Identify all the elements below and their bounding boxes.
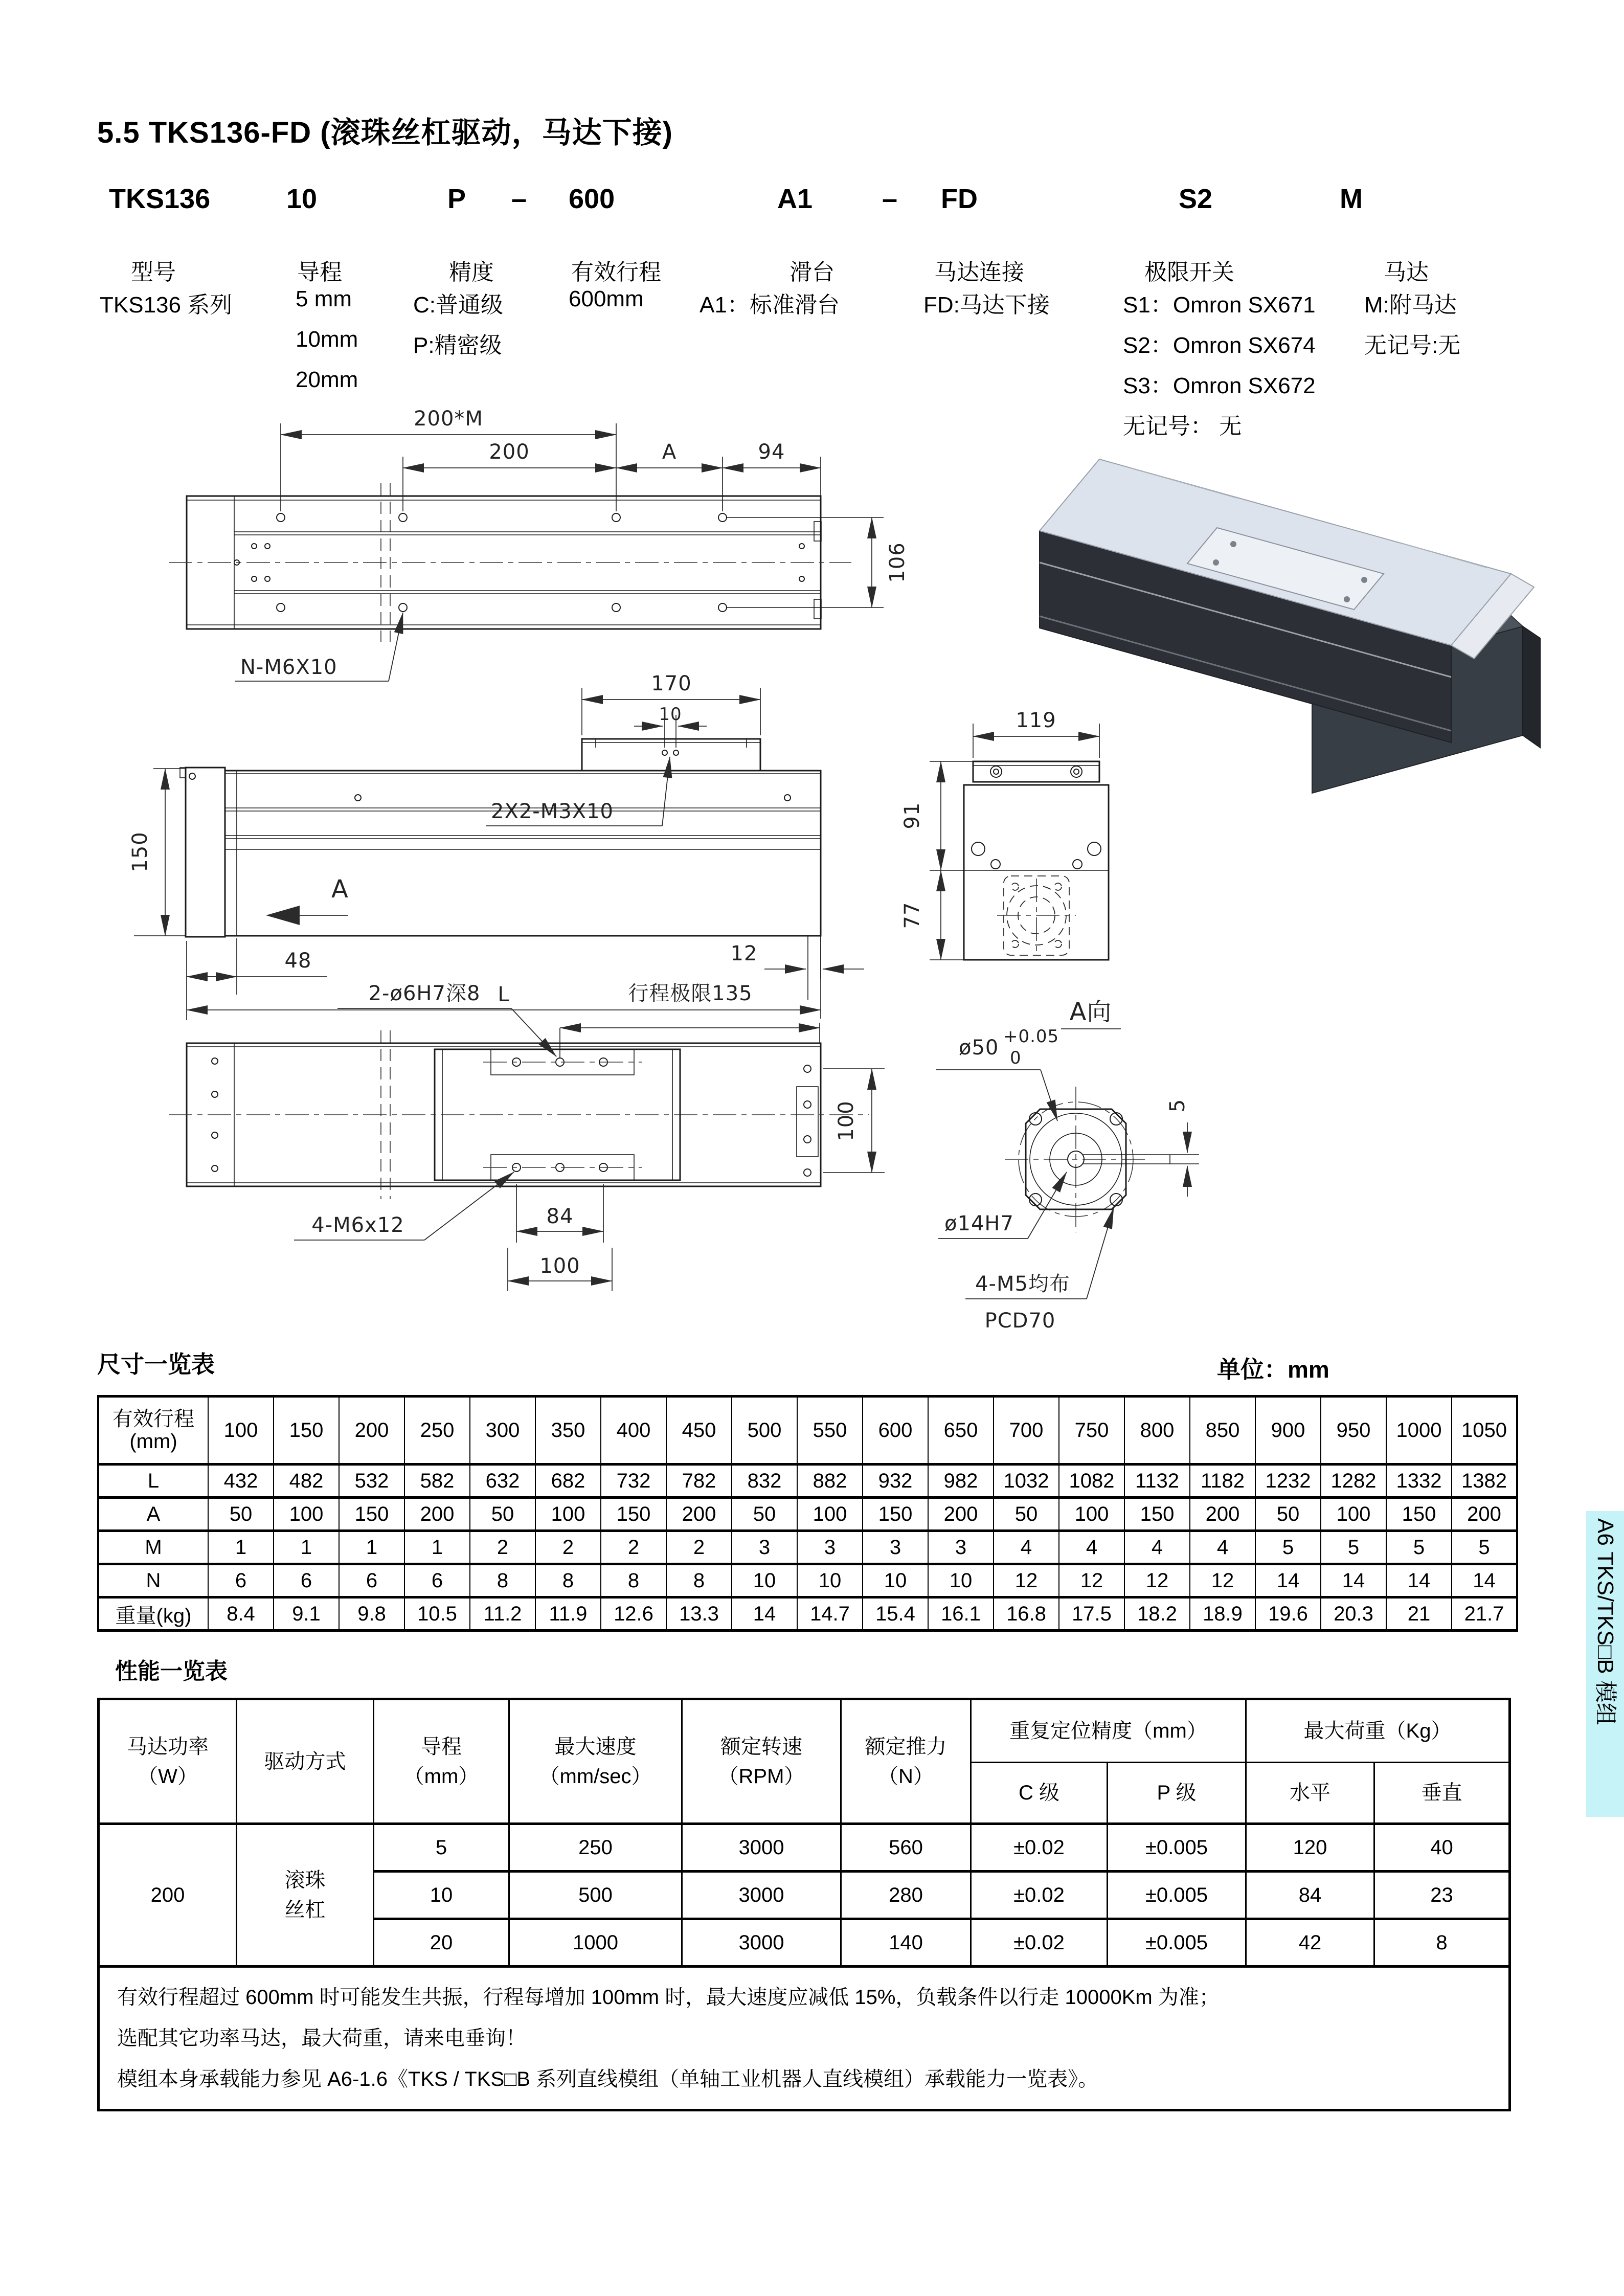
dim-value: 14 xyxy=(1452,1564,1517,1597)
corner-line: (mm) xyxy=(129,1430,177,1453)
cell-motor-power: 200 xyxy=(99,1824,237,1967)
dim-value: 18.2 xyxy=(1124,1597,1190,1631)
dim-value: 14 xyxy=(1321,1564,1386,1597)
header-line: 最大荷重（Kg） xyxy=(1303,1720,1452,1742)
model-code-option: 无记号:无 xyxy=(1364,333,1461,358)
dim-value: 8 xyxy=(666,1564,732,1597)
model-code-option: FD:马达下接 xyxy=(923,292,1050,318)
dim-value: 100 xyxy=(1321,1498,1386,1531)
dim-value: 50 xyxy=(1255,1498,1321,1531)
dim-value: 882 xyxy=(797,1465,863,1498)
perf-value: 42 xyxy=(1246,1919,1374,1967)
dim-150: 150 xyxy=(128,831,152,872)
model-code-column-label-3: 有效行程 xyxy=(571,260,661,285)
perf-value: 560 xyxy=(841,1824,971,1872)
dimension-table-grid xyxy=(97,1395,1518,1632)
dim-value: 12 xyxy=(1059,1564,1124,1597)
dim-o14h7: ø14H7 xyxy=(944,1212,1014,1235)
dim-value: 15.4 xyxy=(863,1597,928,1631)
dim-value: 10 xyxy=(928,1564,994,1597)
dim-value: 1032 xyxy=(994,1465,1059,1498)
dim-value: 100 xyxy=(274,1498,339,1531)
drawing-front-view xyxy=(128,672,864,1020)
model-code-column-label-4: 滑台 xyxy=(790,260,834,285)
model-code-option: 无记号： 无 xyxy=(1123,414,1242,439)
note-line-0: 有效行程超过 600mm 时可能发生共振，行程每增加 100mm 时，最大速度应减低 15%，负载条件以行走 10000Km 为准； xyxy=(117,1986,1220,2009)
dim-value: 5 xyxy=(1321,1531,1386,1564)
drawing-end-view xyxy=(900,709,1109,960)
dim-value: 10 xyxy=(732,1564,797,1597)
dim-value: 1282 xyxy=(1321,1465,1386,1498)
dim-value: 5 xyxy=(1452,1531,1517,1564)
dim-stroke-limit: 行程极限135 xyxy=(628,982,753,1005)
dim-value: 982 xyxy=(928,1465,994,1498)
dim-value: 50 xyxy=(470,1498,535,1531)
drawing-a-view xyxy=(936,998,1199,1333)
dim-value: 200 xyxy=(1190,1498,1255,1531)
stroke-header: 950 xyxy=(1321,1397,1386,1465)
dim-12: 12 xyxy=(730,942,758,965)
dim-value: 5 xyxy=(1386,1531,1452,1564)
dim-value: 432 xyxy=(208,1465,274,1498)
side-tab: A6 TKS/TKS□B 模组 xyxy=(1586,1511,1624,1817)
dim-value: 782 xyxy=(666,1465,732,1498)
perf-header-row-1 xyxy=(99,1699,1510,1763)
dim-value: 200 xyxy=(928,1498,994,1531)
dim-value: 8.4 xyxy=(208,1597,274,1631)
dim-table-row xyxy=(98,1498,1517,1531)
dim-value: 1382 xyxy=(1452,1465,1517,1498)
dim-value: 18.9 xyxy=(1190,1597,1255,1631)
stroke-header: 700 xyxy=(994,1397,1059,1465)
model-code-option: S3：Omron SX672 xyxy=(1123,373,1316,398)
dim-value: 100 xyxy=(1059,1498,1124,1531)
header-vertical xyxy=(1374,1763,1510,1824)
dim-value: 6 xyxy=(339,1564,404,1597)
perf-value: 3000 xyxy=(682,1872,841,1919)
dim-value: 10 xyxy=(797,1564,863,1597)
dim-value: 150 xyxy=(863,1498,928,1531)
stroke-header: 250 xyxy=(404,1397,470,1465)
header-line: 水平 xyxy=(1290,1782,1330,1804)
perf-value: ±0.005 xyxy=(1108,1824,1246,1872)
perf-notes-cell xyxy=(99,1967,1510,2110)
model-code-column-label-5: 马达连接 xyxy=(934,260,1024,285)
header-rated-rpm xyxy=(682,1699,841,1824)
dim-94: 94 xyxy=(758,440,785,464)
dim-value: 1332 xyxy=(1386,1465,1452,1498)
row-label: N xyxy=(98,1564,208,1597)
dim-value: 16.8 xyxy=(994,1597,1059,1631)
dim-5: 5 xyxy=(1166,1098,1189,1113)
model-code-part-9: M xyxy=(1340,184,1363,214)
dim-200m: 200*M xyxy=(414,407,483,431)
header-line: P 级 xyxy=(1157,1782,1197,1804)
header-line: （mm/sec） xyxy=(539,1765,652,1788)
dim-value: 4 xyxy=(1190,1531,1255,1564)
model-code-option: TKS136 系列 xyxy=(100,292,233,318)
stroke-header: 650 xyxy=(928,1397,994,1465)
dim-100-right: 100 xyxy=(834,1100,858,1141)
dim-value: 4 xyxy=(1124,1531,1190,1564)
dim-value: 1232 xyxy=(1255,1465,1321,1498)
dim-value: 1182 xyxy=(1190,1465,1255,1498)
dim-value: 14 xyxy=(1255,1564,1321,1597)
header-line: 重复定位精度（mm） xyxy=(1009,1720,1207,1742)
dim-value: 1082 xyxy=(1059,1465,1124,1498)
model-code-column-label-6: 极限开关 xyxy=(1144,260,1234,285)
stroke-header: 600 xyxy=(863,1397,928,1465)
dim-100-bottom: 100 xyxy=(539,1254,580,1278)
dim-value: 150 xyxy=(601,1498,666,1531)
corner-line: 有效行程 xyxy=(112,1408,194,1430)
header-line: 额定转速 xyxy=(720,1735,802,1758)
dim-A: A xyxy=(662,440,677,464)
model-code-part-4: 600 xyxy=(569,184,615,214)
dim-value: 12 xyxy=(1190,1564,1255,1597)
header-max-speed xyxy=(509,1699,682,1824)
perf-value: 1000 xyxy=(509,1919,682,1967)
perf-value: 40 xyxy=(1374,1824,1510,1872)
dim-value: 532 xyxy=(339,1465,404,1498)
dim-table-row xyxy=(98,1564,1517,1597)
dim-value: 5 xyxy=(1255,1531,1321,1564)
header-p-class xyxy=(1108,1763,1246,1824)
model-code-part-0: TKS136 xyxy=(109,184,211,214)
row-label: 重量(kg) xyxy=(98,1597,208,1631)
dim-value: 682 xyxy=(535,1465,601,1498)
model-code-option: S2：Omron SX674 xyxy=(1123,333,1316,358)
model-code-part-6: – xyxy=(882,184,898,214)
dim-value: 50 xyxy=(732,1498,797,1531)
header-drive-type xyxy=(237,1699,374,1824)
technical-drawings xyxy=(0,389,1624,1360)
perf-value: ±0.02 xyxy=(971,1872,1108,1919)
dim-value: 2 xyxy=(470,1531,535,1564)
dim-91: 91 xyxy=(900,802,924,829)
stroke-header: 1050 xyxy=(1452,1397,1517,1465)
perf-body-row-0 xyxy=(99,1824,1510,1872)
header-rated-thrust xyxy=(841,1699,971,1824)
model-code-option: 10mm xyxy=(296,327,358,352)
dim-table-unit: 单位：mm xyxy=(1217,1356,1329,1383)
drawing-bottom-view xyxy=(169,982,885,1291)
dim-value: 19.6 xyxy=(1255,1597,1321,1631)
view-direction-a: A xyxy=(331,875,349,904)
model-code-option: C:普通级 xyxy=(413,292,503,318)
dim-value: 3 xyxy=(928,1531,994,1564)
dim-value: 16.1 xyxy=(928,1597,994,1631)
model-code-option: 20mm xyxy=(296,367,358,392)
dim-value: 9.8 xyxy=(339,1597,404,1631)
model-code-part-8: S2 xyxy=(1179,184,1213,214)
stroke-header: 550 xyxy=(797,1397,863,1465)
dim-table-header-row xyxy=(98,1397,1517,1465)
dim-value: 21 xyxy=(1386,1597,1452,1631)
note-line-2: 模组本身承载能力参见 A6-1.6《TKS / TKS□B 系列直线模组（单轴工业机器人直线模组）承载能力一览表》。 xyxy=(117,2068,1099,2090)
drive-type-line: 滚珠 xyxy=(284,1869,326,1892)
stroke-header: 300 xyxy=(470,1397,535,1465)
header-line: 驱动方式 xyxy=(264,1750,346,1773)
perf-value: 280 xyxy=(841,1872,971,1919)
a-view-title: A向 xyxy=(1069,998,1112,1026)
dim-106: 106 xyxy=(886,542,909,583)
header-repeatability xyxy=(971,1699,1246,1763)
dim-value: 200 xyxy=(1452,1498,1517,1531)
dim-value: 200 xyxy=(404,1498,470,1531)
perf-value: 120 xyxy=(1246,1824,1374,1872)
model-code-part-1: 10 xyxy=(286,184,318,214)
dim-value: 12.6 xyxy=(601,1597,666,1631)
row-label: M xyxy=(98,1531,208,1564)
stroke-header: 500 xyxy=(732,1397,797,1465)
dim-value: 2 xyxy=(535,1531,601,1564)
drive-type-line: 丝杠 xyxy=(284,1899,326,1921)
dim-value: 150 xyxy=(1386,1498,1452,1531)
dim-value: 50 xyxy=(208,1498,274,1531)
dim-200: 200 xyxy=(489,440,530,464)
model-code-option: 600mm xyxy=(569,286,644,311)
dim-table-corner xyxy=(98,1397,208,1465)
dim-170: 170 xyxy=(651,672,692,695)
perf-value: 23 xyxy=(1374,1872,1510,1919)
dim-value: 632 xyxy=(470,1465,535,1498)
model-code-column-label-0: 型号 xyxy=(131,260,176,285)
dim-77: 77 xyxy=(900,902,924,929)
model-code-part-7: FD xyxy=(941,184,978,214)
dim-value: 1 xyxy=(208,1531,274,1564)
dim-table-row xyxy=(98,1465,1517,1498)
dim-value: 21.7 xyxy=(1452,1597,1517,1631)
model-code-part-3: – xyxy=(511,184,527,214)
dim-value: 14.7 xyxy=(797,1597,863,1631)
dim-value: 3 xyxy=(732,1531,797,1564)
dim-value: 2 xyxy=(666,1531,732,1564)
header-motor-power xyxy=(99,1699,237,1824)
product-3d-render xyxy=(0,459,1540,793)
dimension-table xyxy=(97,1395,1518,1632)
dim-value: 13.3 xyxy=(666,1597,732,1631)
header-line: （W） xyxy=(138,1765,198,1788)
stroke-header: 150 xyxy=(274,1397,339,1465)
perf-value: ±0.005 xyxy=(1108,1919,1246,1967)
dim-value: 14 xyxy=(732,1597,797,1631)
perf-value: ±0.02 xyxy=(971,1824,1108,1872)
row-label: L xyxy=(98,1465,208,1498)
dim-value: 6 xyxy=(404,1564,470,1597)
perf-value: 84 xyxy=(1246,1872,1374,1919)
header-max-load xyxy=(1246,1699,1510,1763)
perf-value: 500 xyxy=(509,1872,682,1919)
dim-value: 2 xyxy=(601,1531,666,1564)
header-lead xyxy=(374,1699,509,1824)
stroke-header: 350 xyxy=(535,1397,601,1465)
page-title: 5.5 TKS136-FD (滚珠丝杠驱动，马达下接) xyxy=(97,116,673,149)
perf-value: 250 xyxy=(509,1824,682,1872)
dim-value: 8 xyxy=(535,1564,601,1597)
perf-value: 3000 xyxy=(682,1919,841,1967)
perf-value: ±0.005 xyxy=(1108,1872,1246,1919)
model-code-option: S1：Omron SX671 xyxy=(1123,292,1316,318)
model-code-option: 5 mm xyxy=(296,286,352,311)
stroke-header: 900 xyxy=(1255,1397,1321,1465)
dim-value: 150 xyxy=(339,1498,404,1531)
header-line: 导程 xyxy=(421,1735,462,1758)
dim-value: 12 xyxy=(994,1564,1059,1597)
dim-value: 932 xyxy=(863,1465,928,1498)
stroke-header: 800 xyxy=(1124,1397,1190,1465)
header-line: 额定推力 xyxy=(865,1735,947,1758)
dim-L: L xyxy=(498,983,510,1006)
header-line: C 级 xyxy=(1019,1782,1059,1804)
dim-value: 832 xyxy=(732,1465,797,1498)
dim-table-title: 尺寸一览表 xyxy=(97,1351,215,1378)
perf-table-title: 性能一览表 xyxy=(115,1659,228,1684)
label-pcd70: PCD70 xyxy=(984,1309,1056,1333)
header-horizontal xyxy=(1246,1763,1374,1824)
model-code-part-2: P xyxy=(447,184,466,214)
stroke-header: 400 xyxy=(601,1397,666,1465)
note-line-1: 选配其它功率马达，最大荷重，请来电垂询！ xyxy=(117,2027,526,2050)
dim-84: 84 xyxy=(546,1205,574,1228)
dim-value: 6 xyxy=(274,1564,339,1597)
model-code-column-label-2: 精度 xyxy=(449,260,494,285)
leader-2-o6h7: 2-ø6H7深8 xyxy=(368,982,481,1005)
row-label: A xyxy=(98,1498,208,1531)
dim-119: 119 xyxy=(1016,709,1056,732)
dim-value: 200 xyxy=(666,1498,732,1531)
dim-value: 732 xyxy=(601,1465,666,1498)
stroke-header: 200 xyxy=(339,1397,404,1465)
dim-value: 9.1 xyxy=(274,1597,339,1631)
perf-value: 5 xyxy=(374,1824,509,1872)
dim-o50: ø50 xyxy=(959,1036,999,1060)
dim-value: 582 xyxy=(404,1465,470,1498)
stroke-header: 850 xyxy=(1190,1397,1255,1465)
dim-value: 10.5 xyxy=(404,1597,470,1631)
leader-2x2-m3x10: 2X2-M3X10 xyxy=(491,800,614,823)
dim-value: 3 xyxy=(863,1531,928,1564)
stroke-header: 1000 xyxy=(1386,1397,1452,1465)
dim-o50-tol-dn: 0 xyxy=(1010,1048,1022,1068)
dim-value: 11.9 xyxy=(535,1597,601,1631)
header-line: （mm） xyxy=(403,1765,479,1788)
model-code-option: A1：标准滑台 xyxy=(700,292,840,318)
perf-value: 10 xyxy=(374,1872,509,1919)
performance-table-grid xyxy=(97,1698,1511,2111)
header-line: 垂直 xyxy=(1421,1782,1462,1804)
perf-notes-row xyxy=(99,1967,1510,2110)
header-c-class xyxy=(971,1763,1108,1824)
stroke-header: 450 xyxy=(666,1397,732,1465)
perf-value: 20 xyxy=(374,1919,509,1967)
dim-value: 20.3 xyxy=(1321,1597,1386,1631)
performance-table xyxy=(97,1698,1511,2111)
dim-value: 1 xyxy=(339,1531,404,1564)
label-4-m5: 4-M5均布 xyxy=(975,1272,1070,1296)
model-code-column-label-7: 马达 xyxy=(1384,260,1429,285)
perf-value: 8 xyxy=(1374,1919,1510,1967)
stroke-header: 750 xyxy=(1059,1397,1124,1465)
stroke-header: 100 xyxy=(208,1397,274,1465)
dim-value: 1 xyxy=(274,1531,339,1564)
cell-drive-type xyxy=(237,1824,374,1967)
dim-value: 1 xyxy=(404,1531,470,1564)
dim-table-row xyxy=(98,1531,1517,1564)
dim-value: 17.5 xyxy=(1059,1597,1124,1631)
dim-value: 14 xyxy=(1386,1564,1452,1597)
drawing-plan-view xyxy=(169,407,909,681)
header-line: 马达功率 xyxy=(127,1735,209,1758)
dim-value: 50 xyxy=(994,1498,1059,1531)
dim-value: 10 xyxy=(863,1564,928,1597)
leader-n-m6x10: N-M6X10 xyxy=(240,656,337,679)
header-line: （RPM） xyxy=(718,1765,805,1788)
dim-value: 100 xyxy=(797,1498,863,1531)
model-code-part-5: A1 xyxy=(777,184,813,214)
header-line: 最大速度 xyxy=(554,1735,637,1758)
model-code-column-label-1: 导程 xyxy=(297,260,342,285)
dim-value: 12 xyxy=(1124,1564,1190,1597)
header-line: （N） xyxy=(878,1765,934,1788)
dim-value: 482 xyxy=(274,1465,339,1498)
dim-48: 48 xyxy=(284,949,312,973)
dim-value: 8 xyxy=(601,1564,666,1597)
model-code-option: M:附马达 xyxy=(1364,292,1457,318)
model-code-option: P:精密级 xyxy=(413,333,502,358)
dim-value: 4 xyxy=(994,1531,1059,1564)
dim-value: 150 xyxy=(1124,1498,1190,1531)
dim-10: 10 xyxy=(659,704,682,725)
dim-o50-tol-up: +0.05 xyxy=(1003,1026,1059,1047)
dim-value: 11.2 xyxy=(470,1597,535,1631)
dim-value: 6 xyxy=(208,1564,274,1597)
dim-value: 8 xyxy=(470,1564,535,1597)
dim-value: 3 xyxy=(797,1531,863,1564)
perf-value: ±0.02 xyxy=(971,1919,1108,1967)
dim-table-row xyxy=(98,1597,1517,1631)
perf-value: 3000 xyxy=(682,1824,841,1872)
perf-value: 140 xyxy=(841,1919,971,1967)
leader-4-m6x12: 4-M6x12 xyxy=(311,1213,404,1237)
dim-value: 4 xyxy=(1059,1531,1124,1564)
dim-value: 100 xyxy=(535,1498,601,1531)
dim-value: 1132 xyxy=(1124,1465,1190,1498)
